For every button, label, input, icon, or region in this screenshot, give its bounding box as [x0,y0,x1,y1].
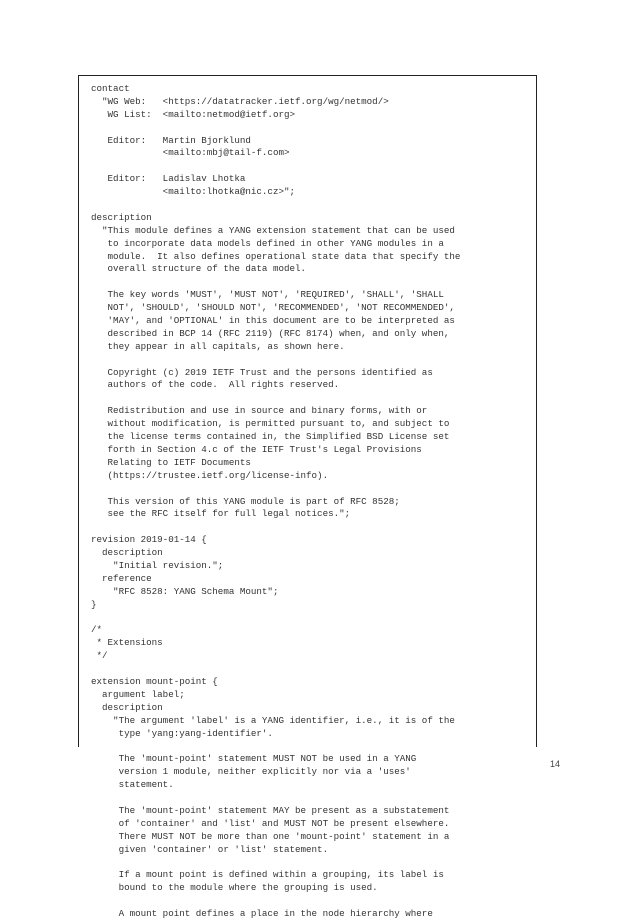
code-line [91,483,460,496]
code-line: Relating to IETF Documents [91,456,251,468]
code-line: revision 2019-01-14 { [91,534,207,546]
code-line: There MUST NOT be more than one 'mount-point' statement in a [91,830,450,842]
code-line [91,122,460,135]
code-line: overall structure of the data model. [91,263,307,275]
code-line [91,521,460,534]
code-line: */ [91,650,108,662]
code-line: NOT', 'SHOULD', 'SHOULD NOT', 'RECOMMENDED', 'NOT RECOMMENDED', [91,302,455,314]
code-line: description [91,701,163,713]
code-line: extension mount-point { [91,675,218,687]
code-line: description [91,211,152,223]
code-line: module. It also defines operational state data that specify the [91,250,461,262]
code-line: Copyright (c) 2019 IETF Trust and the persons identified as [91,366,433,378]
code-line: If a mount point is defined within a grouping, its label is [91,869,444,881]
code-line: description [91,547,163,559]
code-line: version 1 module, neither explicitly nor via a 'uses' [91,766,411,778]
code-line [91,199,460,212]
code-line: reference [91,572,152,584]
code-block-frame [78,75,537,919]
code-line [91,856,460,869]
code-line: Editor: Martin Bjorklund [91,134,251,146]
code-line: "This module defines a YANG extension statement that can be used [91,224,455,236]
code-line: } [91,598,97,610]
code-line: * Extensions [91,637,163,649]
yang-module-code [91,83,460,921]
code-line: argument label; [91,688,185,700]
code-line: Editor: Ladislav Lhotka [91,173,246,185]
code-line: forth in Section 4.c of the IETF Trust's Legal Provisions [91,443,422,455]
code-line [91,392,460,405]
code-line: <mailto:lhotka@nic.cz>"; [91,186,295,198]
code-line: to incorporate data models defined in other YANG modules in a [91,237,444,249]
code-line: The key words 'MUST', 'MUST NOT', 'REQUIRED', 'SHALL', 'SHALL [91,289,444,301]
code-line: authors of the code. All rights reserved. [91,379,340,391]
code-line: bound to the module where the grouping is used. [91,882,378,894]
code-line: A mount point defines a place in the node hierarchy where [91,908,433,919]
code-line: "RFC 8528: YANG Schema Mount"; [91,585,279,597]
code-line: The 'mount-point' statement MAY be present as a substatement [91,804,450,816]
code-line: Redistribution and use in source and binary forms, with or [91,405,428,417]
code-line: without modification, is permitted pursuant to, and subject to [91,418,450,430]
page-number: 14 [549,759,560,769]
code-line [91,740,460,753]
code-line: (https://trustee.ietf.org/license-info). [91,469,329,481]
code-line: statement. [91,779,174,791]
code-line: "WG Web: <https://datatracker.ietf.org/wg/netmod/> [91,95,389,107]
code-line: see the RFC itself for full legal notices."; [91,508,351,520]
code-line: they appear in all capitals, as shown here. [91,340,345,352]
code-line [91,792,460,805]
code-line: the license terms contained in, the Simplified BSD License set [91,431,450,443]
code-line: of 'container' and 'list' and MUST NOT be present elsewhere. [91,817,450,829]
code-line: "Initial revision."; [91,559,224,571]
code-line [91,276,460,289]
code-line: <mailto:mbj@tail-f.com> [91,147,290,159]
code-line [91,663,460,676]
code-line: type 'yang:yang-identifier'. [91,727,273,739]
code-line [91,895,460,908]
code-line [91,160,460,173]
code-line: described in BCP 14 (RFC 2119) (RFC 8174) when, and only when, [91,327,450,339]
code-line [91,354,460,367]
code-line: contact [91,83,130,94]
code-line: The 'mount-point' statement MUST NOT be used in a YANG [91,753,417,765]
code-line: given 'container' or 'list' statement. [91,843,329,855]
code-line: This version of this YANG module is part of RFC 8528; [91,495,400,507]
code-line: WG List: <mailto:netmod@ietf.org> [91,108,295,120]
code-line: "The argument 'label' is a YANG identifier, i.e., it is of the [91,714,455,726]
code-line: /* [91,624,103,636]
code-line [91,612,460,625]
code-line: 'MAY', and 'OPTIONAL' in this document are to be interpreted as [91,315,455,327]
